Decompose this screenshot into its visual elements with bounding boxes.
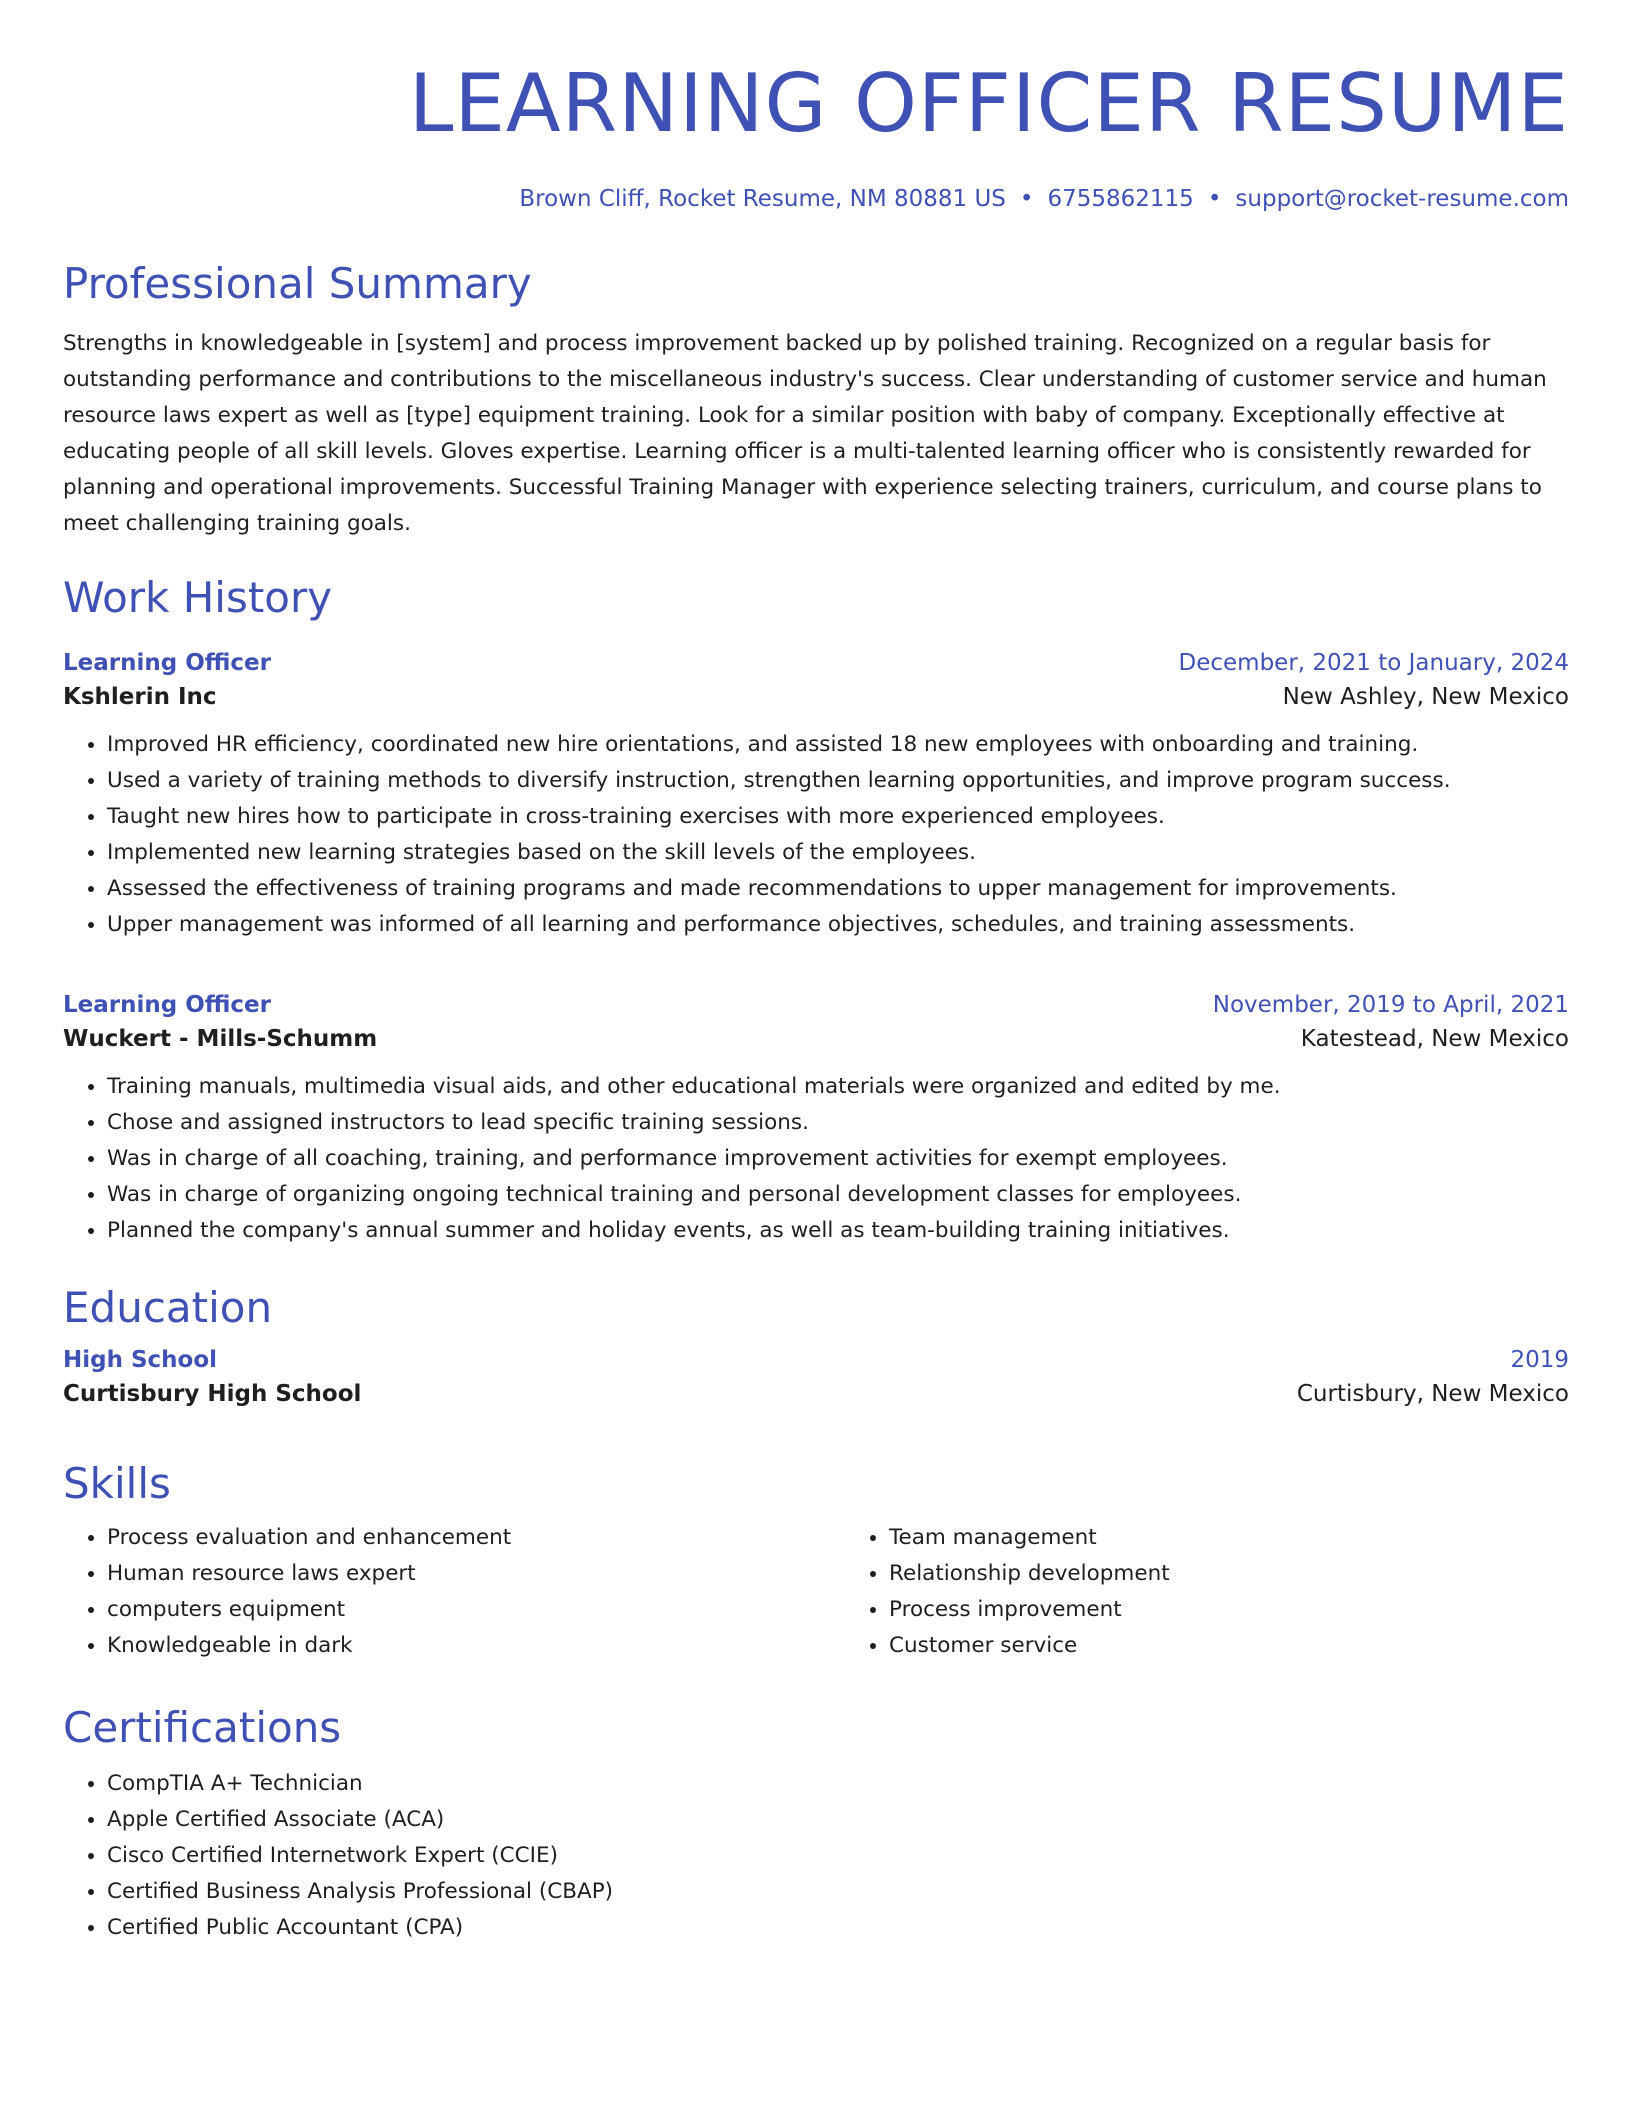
job-role: Learning Officer xyxy=(63,650,271,676)
job-company-row xyxy=(63,679,1569,715)
certification-item: • Certified Business Analysis Professional (CBAP) xyxy=(107,1874,1569,1910)
job-company-row xyxy=(63,1021,1569,1057)
job-bullet: • Was in charge of all coaching, training, and performance improvement activities for exempt employees. xyxy=(107,1141,1569,1177)
education-year: 2019 xyxy=(1510,1347,1569,1373)
job-title-row xyxy=(63,989,1569,1021)
certification-item: • Apple Certified Associate (ACA) xyxy=(107,1802,1569,1838)
contact-separator: • xyxy=(1207,186,1222,212)
job-location: New Ashley, New Mexico xyxy=(1282,684,1569,710)
job-role: Learning Officer xyxy=(63,992,271,1018)
certification-item: • Cisco Certified Internetwork Expert (CCIE) xyxy=(107,1838,1569,1874)
job-company: Wuckert - Mills-Schumm xyxy=(63,1026,378,1052)
section-heading-skills: Skills xyxy=(63,1459,171,1508)
job-bullet: • Improved HR efficiency, coordinated new hire orientations, and assisted 18 new employees with onboarding and training. xyxy=(107,727,1569,763)
skill-item: • Customer service xyxy=(889,1628,1569,1664)
skills-list-right xyxy=(845,1520,1569,1664)
skill-item: • Knowledgeable in dark xyxy=(107,1628,845,1664)
skills-grid xyxy=(63,1510,1569,1664)
contact-address: Brown Cliff, Rocket Resume, NM 80881 US xyxy=(519,186,1006,212)
job-bullet: • Assessed the effectiveness of training programs and made recommendations to upper management for improvements. xyxy=(107,871,1569,907)
work-history-section xyxy=(63,572,1569,624)
section-heading-certifications: Certifications xyxy=(63,1703,342,1752)
job-bullets xyxy=(63,1069,1569,1249)
job-entry xyxy=(63,989,1569,1249)
job-title-row xyxy=(63,647,1569,679)
education-school-row xyxy=(63,1376,1569,1412)
skill-item: • computers equipment xyxy=(107,1592,845,1628)
summary-text: Strengths in knowledgeable in [system] and process improvement backed up by polished training. Recognized on a regular basis for outstanding performance and contributions to the miscellaneous industry's success. Clear understanding of customer service and human resource laws expert as well as [type] equipment training. Look for a similar position with baby of company. Exceptionally effective at educating people of all skill levels. Gloves expertise. Learning officer is a multi-talented learning officer who is consistently rewarded for planning and operational improvements. Successful Training Manager with experience selecting trainers, curriculum, and course plans to meet challenging training goals. xyxy=(63,331,1547,536)
certifications-section xyxy=(63,1702,1569,1946)
contact-phone: 6755862115 xyxy=(1047,186,1194,212)
job-bullet: • Was in charge of organizing ongoing technical training and personal development classes for employees. xyxy=(107,1177,1569,1213)
job-bullets xyxy=(63,727,1569,943)
certification-item: • Certified Public Accountant (CPA) xyxy=(107,1910,1569,1946)
resume-header xyxy=(63,0,1569,214)
resume-title: LEARNING OFFICER RESUME xyxy=(408,57,1569,150)
job-location: Katestead, New Mexico xyxy=(1300,1026,1569,1052)
skills-list-left xyxy=(63,1520,845,1664)
section-heading-summary: Professional Summary xyxy=(63,259,532,308)
skill-item: • Team management xyxy=(889,1520,1569,1556)
education-degree: High School xyxy=(63,1347,218,1373)
education-degree-row xyxy=(63,1344,1569,1376)
professional-summary-section xyxy=(63,258,1569,542)
job-bullet: • Chose and assigned instructors to lead specific training sessions. xyxy=(107,1105,1569,1141)
contact-separator: • xyxy=(1019,186,1034,212)
certification-item: • CompTIA A+ Technician xyxy=(107,1766,1569,1802)
education-school: Curtisbury High School xyxy=(63,1381,362,1407)
section-heading-education: Education xyxy=(63,1283,273,1332)
skill-item: • Process evaluation and enhancement xyxy=(107,1520,845,1556)
contact-line xyxy=(63,184,1569,214)
job-bullet: • Used a variety of training methods to diversify instruction, strengthen learning opportunities, and improve program success. xyxy=(107,763,1569,799)
contact-email: support@rocket-resume.com xyxy=(1235,186,1569,212)
job-bullet: • Implemented new learning strategies based on the skill levels of the employees. xyxy=(107,835,1569,871)
section-heading-work: Work History xyxy=(63,573,333,622)
skills-section xyxy=(63,1458,1569,1664)
education-section xyxy=(63,1282,1569,1412)
job-company: Kshlerin Inc xyxy=(63,684,217,710)
job-dates: December, 2021 to January, 2024 xyxy=(1178,650,1569,676)
job-dates: November, 2019 to April, 2021 xyxy=(1212,992,1569,1018)
certifications-list xyxy=(63,1766,1569,1946)
skill-item: • Human resource laws expert xyxy=(107,1556,845,1592)
job-entry xyxy=(63,647,1569,943)
job-bullet: • Taught new hires how to participate in cross-training exercises with more experienced employees. xyxy=(107,799,1569,835)
job-bullet: • Upper management was informed of all learning and performance objectives, schedules, and training assessments. xyxy=(107,907,1569,943)
job-bullet: • Training manuals, multimedia visual aids, and other educational materials were organized and edited by me. xyxy=(107,1069,1569,1105)
skill-item: • Relationship development xyxy=(889,1556,1569,1592)
skill-item: • Process improvement xyxy=(889,1592,1569,1628)
education-location: Curtisbury, New Mexico xyxy=(1296,1381,1569,1407)
job-bullet: • Planned the company's annual summer and holiday events, as well as team-building training initiatives. xyxy=(107,1213,1569,1249)
